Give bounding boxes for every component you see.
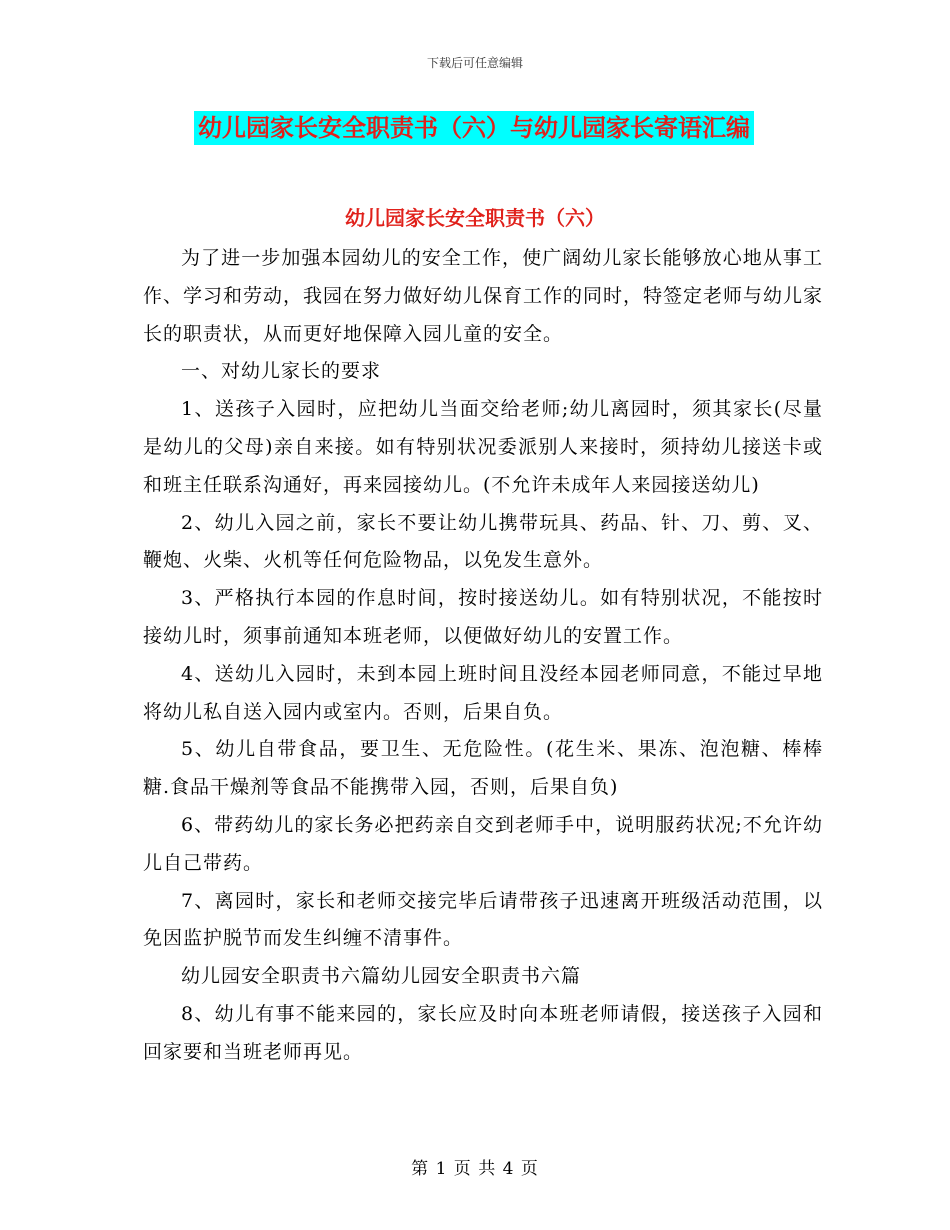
paragraph: 7、离园时，家长和老师交接完毕后请带孩子迅速离开班级活动范围，以免因监护脱节而发生纠缠不清事件。 (143, 889, 823, 950)
paragraph: 8、幼儿有事不能来园的，家长应及时向本班老师请假，接送孩子入园和回家要和当班老师再见。 (143, 1002, 823, 1063)
paragraph: 一、对幼儿家长的要求 (181, 360, 382, 383)
document-title: 幼儿园家长安全职责书（六）与幼儿园家长寄语汇编 (194, 111, 754, 145)
section-title: 幼儿园家长安全职责书（六） (345, 206, 605, 230)
page-footer: 第 1 页 共 4 页 (411, 1159, 539, 1179)
paragraph: 3、严格执行本园的作息时间，按时接送幼儿。如有特别状况，不能按时接幼儿时，须事前通知本班老师，以便做好幼儿的安置工作。 (143, 587, 823, 647)
paragraph: 6、带药幼儿的家长务必把药亲自交到老师手中，说明服药状况;不允许幼儿自己带药。 (143, 813, 823, 874)
paragraph: 4、送幼儿入园时，未到本园上班时间且没经本园老师同意，不能过早地将幼儿私自送入园内或室内。否则，后果自负。 (143, 662, 823, 723)
paragraph: 5、幼儿自带食品，要卫生、无危险性。(花生米、果冻、泡泡糖、棒棒糖.食品干燥剂等食品不能携带入园，否则，后果自负) (143, 738, 823, 799)
document-body (143, 240, 823, 1072)
paragraph: 1、送孩子入园时，应把幼儿当面交给老师;幼儿离园时，须其家长(尽量是幼儿的父母)亲自来接。如有特别状况委派别人来接时，须持幼儿接送卡或和班主任联系沟通好，再来园接幼儿。(不允许未成年人来园接送幼儿) (143, 398, 823, 496)
header-note: 下载后可任意编辑 (426, 56, 523, 70)
paragraph: 2、幼儿入园之前，家长不要让幼儿携带玩具、药品、针、刀、剪、叉、鞭炮、火柴、火机等任何危险物品，以免发生意外。 (143, 511, 823, 572)
paragraph: 幼儿园安全职责书六篇幼儿园安全职责书六篇 (181, 965, 582, 988)
paragraph: 为了进一步加强本园幼儿的安全工作，使广阔幼儿家长能够放心地从事工作、学习和劳动，我园在努力做好幼儿保育工作的同时，特签定老师与幼儿家长的职责状，从而更好地保障入园儿童的安全。 (143, 247, 824, 345)
